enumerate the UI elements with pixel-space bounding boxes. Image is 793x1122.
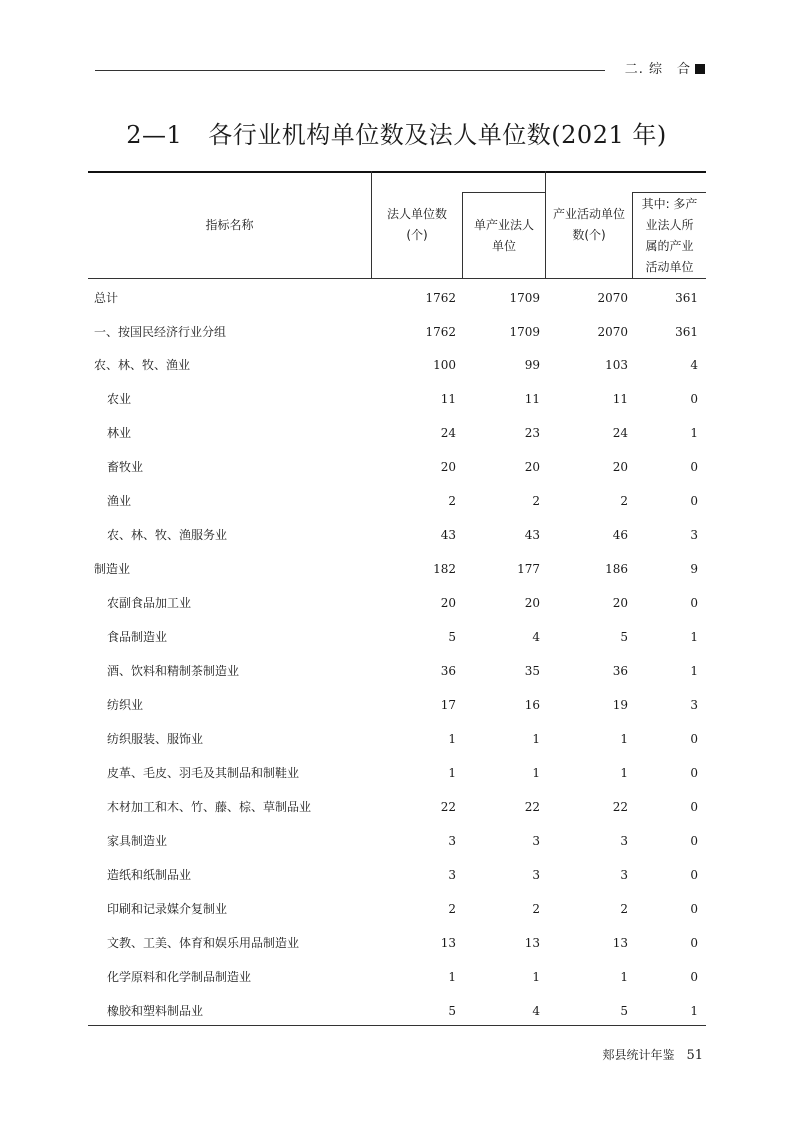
cell-single-industry: 4 (532, 630, 540, 644)
row-label: 林业 (107, 426, 132, 440)
cell-activity-units: 13 (612, 936, 628, 950)
cell-single-industry: 13 (524, 936, 540, 950)
cell-legal-units: 22 (440, 800, 456, 814)
cell-legal-units: 17 (440, 698, 456, 712)
header-divider (462, 192, 545, 193)
table-row (88, 627, 706, 647)
cell-single-industry: 20 (524, 460, 540, 474)
cell-multi-industry: 3 (690, 528, 698, 542)
cell-multi-industry: 4 (690, 358, 698, 372)
table-top-rule (88, 171, 706, 173)
cell-activity-units: 19 (612, 698, 628, 712)
cell-activity-units: 3 (620, 868, 628, 882)
row-label: 制造业 (94, 562, 131, 576)
table-row (88, 695, 706, 715)
cell-legal-units: 1 (448, 970, 456, 984)
row-label: 一、按国民经济行业分组 (94, 325, 227, 339)
cell-single-industry: 35 (524, 664, 540, 678)
cell-legal-units: 1762 (425, 291, 456, 305)
row-label: 农业 (107, 392, 132, 406)
cell-single-industry: 16 (524, 698, 540, 712)
row-label: 造纸和纸制品业 (107, 868, 192, 882)
cell-single-industry: 3 (532, 868, 540, 882)
cell-multi-industry: 0 (690, 800, 698, 814)
cell-activity-units: 5 (620, 630, 628, 644)
row-label: 木材加工和木、竹、藤、棕、草制品业 (107, 800, 312, 814)
cell-multi-industry: 0 (690, 392, 698, 406)
table-row (88, 525, 706, 545)
cell-multi-industry: 0 (690, 970, 698, 984)
cell-legal-units: 20 (440, 460, 456, 474)
column-header-legal-units (372, 204, 462, 246)
table-row (88, 729, 706, 749)
table-row (88, 1001, 706, 1021)
cell-activity-units: 3 (620, 834, 628, 848)
row-label: 总计 (94, 291, 119, 305)
cell-activity-units: 20 (612, 596, 628, 610)
cell-single-industry: 99 (524, 358, 540, 372)
column-header-line: 业法人所 (645, 218, 694, 232)
cell-legal-units: 43 (440, 528, 456, 542)
cell-legal-units: 11 (440, 392, 456, 406)
column-header-single-industry (463, 215, 545, 257)
cell-legal-units: 36 (440, 664, 456, 678)
cell-multi-industry: 1 (690, 664, 698, 678)
column-header-line: 产业活动单位 (552, 207, 625, 221)
cell-single-industry: 1 (532, 732, 540, 746)
table-row (88, 831, 706, 851)
row-label: 农、林、牧、渔业 (94, 358, 191, 372)
table-row (88, 322, 706, 342)
header-rule (95, 70, 605, 71)
row-label: 酒、饮料和精制茶制造业 (107, 664, 240, 678)
table-row (88, 763, 706, 783)
cell-activity-units: 2 (620, 902, 628, 916)
footer-book-title: 郏县统计年鉴 (602, 1048, 675, 1062)
cell-activity-units: 103 (605, 358, 628, 372)
column-header-line: 单位 (491, 239, 516, 253)
cell-single-industry: 43 (524, 528, 540, 542)
cell-single-industry: 20 (524, 596, 540, 610)
table-row (88, 661, 706, 681)
cell-legal-units: 182 (433, 562, 456, 576)
cell-multi-industry: 3 (690, 698, 698, 712)
cell-multi-industry: 9 (690, 562, 698, 576)
column-header-line: 活动单位 (645, 260, 694, 274)
row-label: 纺织服装、服饰业 (107, 732, 204, 746)
row-label: 皮革、毛皮、羽毛及其制品和制鞋业 (107, 766, 300, 780)
cell-legal-units: 3 (448, 868, 456, 882)
cell-single-industry: 1709 (509, 325, 540, 339)
page-footer (602, 1046, 703, 1063)
table-header-rule (88, 278, 706, 279)
cell-single-industry: 1 (532, 766, 540, 780)
cell-legal-units: 24 (440, 426, 456, 440)
column-header-line: (个) (406, 228, 428, 242)
table-row (88, 933, 706, 953)
table-row (88, 355, 706, 375)
column-header-line: 属的产业 (645, 239, 694, 253)
table-row (88, 389, 706, 409)
table-row (88, 593, 706, 613)
row-label: 橡胶和塑料制品业 (107, 1004, 204, 1018)
cell-activity-units: 2070 (597, 291, 628, 305)
section-text: 二. 综 合 (624, 62, 691, 77)
section-square-icon (695, 64, 705, 74)
cell-multi-industry: 0 (690, 936, 698, 950)
table-row (88, 288, 706, 308)
cell-multi-industry: 1 (690, 1004, 698, 1018)
cell-activity-units: 24 (612, 426, 628, 440)
cell-activity-units: 1 (620, 766, 628, 780)
column-header-multi-industry (633, 194, 706, 278)
cell-multi-industry: 0 (690, 902, 698, 916)
table-row (88, 797, 706, 817)
table-bottom-rule (88, 1025, 706, 1026)
cell-activity-units: 36 (612, 664, 628, 678)
cell-activity-units: 11 (612, 392, 628, 406)
row-label: 文教、工美、体育和娱乐用品制造业 (107, 936, 300, 950)
column-header-line: 单产业法人 (473, 218, 534, 232)
cell-legal-units: 5 (448, 630, 456, 644)
cell-single-industry: 11 (524, 392, 540, 406)
row-label: 化学原料和化学制品制造业 (107, 970, 252, 984)
row-label: 食品制造业 (107, 630, 168, 644)
cell-legal-units: 3 (448, 834, 456, 848)
column-header-line: 法人单位数 (386, 207, 447, 221)
cell-legal-units: 2 (448, 902, 456, 916)
row-label: 农副食品加工业 (107, 596, 192, 610)
cell-legal-units: 1 (448, 766, 456, 780)
row-label: 渔业 (107, 494, 132, 508)
row-label: 家具制造业 (107, 834, 168, 848)
cell-multi-industry: 0 (690, 868, 698, 882)
row-label: 纺织业 (107, 698, 144, 712)
cell-single-industry: 1709 (509, 291, 540, 305)
cell-activity-units: 1 (620, 970, 628, 984)
header-divider (632, 192, 706, 193)
table-row (88, 559, 706, 579)
cell-single-industry: 23 (524, 426, 540, 440)
table-row (88, 423, 706, 443)
cell-multi-industry: 0 (690, 732, 698, 746)
cell-legal-units: 2 (448, 494, 456, 508)
table-row (88, 865, 706, 885)
cell-multi-industry: 1 (690, 630, 698, 644)
column-header-line: 数(个) (572, 228, 606, 242)
cell-multi-industry: 0 (690, 766, 698, 780)
cell-single-industry: 4 (532, 1004, 540, 1018)
column-header-name (88, 215, 371, 236)
cell-legal-units: 100 (433, 358, 456, 372)
column-header-line: 其中: 多产 (641, 197, 698, 211)
cell-legal-units: 5 (448, 1004, 456, 1018)
table-row (88, 967, 706, 987)
row-label: 畜牧业 (107, 460, 144, 474)
cell-multi-industry: 0 (690, 834, 698, 848)
page-number: 51 (686, 1048, 703, 1063)
cell-single-industry: 2 (532, 902, 540, 916)
section-label (625, 58, 705, 77)
cell-multi-industry: 0 (690, 494, 698, 508)
cell-multi-industry: 361 (675, 325, 698, 339)
cell-single-industry: 22 (524, 800, 540, 814)
cell-multi-industry: 361 (675, 291, 698, 305)
cell-single-industry: 3 (532, 834, 540, 848)
table-row (88, 491, 706, 511)
table-number: 2—1 (126, 121, 183, 149)
row-label: 印刷和记录媒介复制业 (107, 902, 228, 916)
page-title (0, 115, 793, 150)
cell-legal-units: 13 (440, 936, 456, 950)
cell-single-industry: 2 (532, 494, 540, 508)
cell-multi-industry: 1 (690, 426, 698, 440)
cell-activity-units: 46 (612, 528, 628, 542)
cell-activity-units: 1 (620, 732, 628, 746)
table-row (88, 899, 706, 919)
cell-single-industry: 1 (532, 970, 540, 984)
cell-legal-units: 20 (440, 596, 456, 610)
cell-activity-units: 22 (612, 800, 628, 814)
column-header-name-text: 指标名称 (205, 218, 254, 232)
cell-multi-industry: 0 (690, 596, 698, 610)
cell-activity-units: 186 (605, 562, 628, 576)
table-row (88, 457, 706, 477)
row-label: 农、林、牧、渔服务业 (107, 528, 228, 542)
cell-single-industry: 177 (517, 562, 540, 576)
cell-activity-units: 2 (620, 494, 628, 508)
cell-legal-units: 1 (448, 732, 456, 746)
table-title: 各行业机构单位数及法人单位数(2021 年) (208, 121, 667, 149)
column-header-activity-units (546, 204, 632, 246)
cell-activity-units: 5 (620, 1004, 628, 1018)
cell-multi-industry: 0 (690, 460, 698, 474)
cell-legal-units: 1762 (425, 325, 456, 339)
cell-activity-units: 20 (612, 460, 628, 474)
cell-activity-units: 2070 (597, 325, 628, 339)
